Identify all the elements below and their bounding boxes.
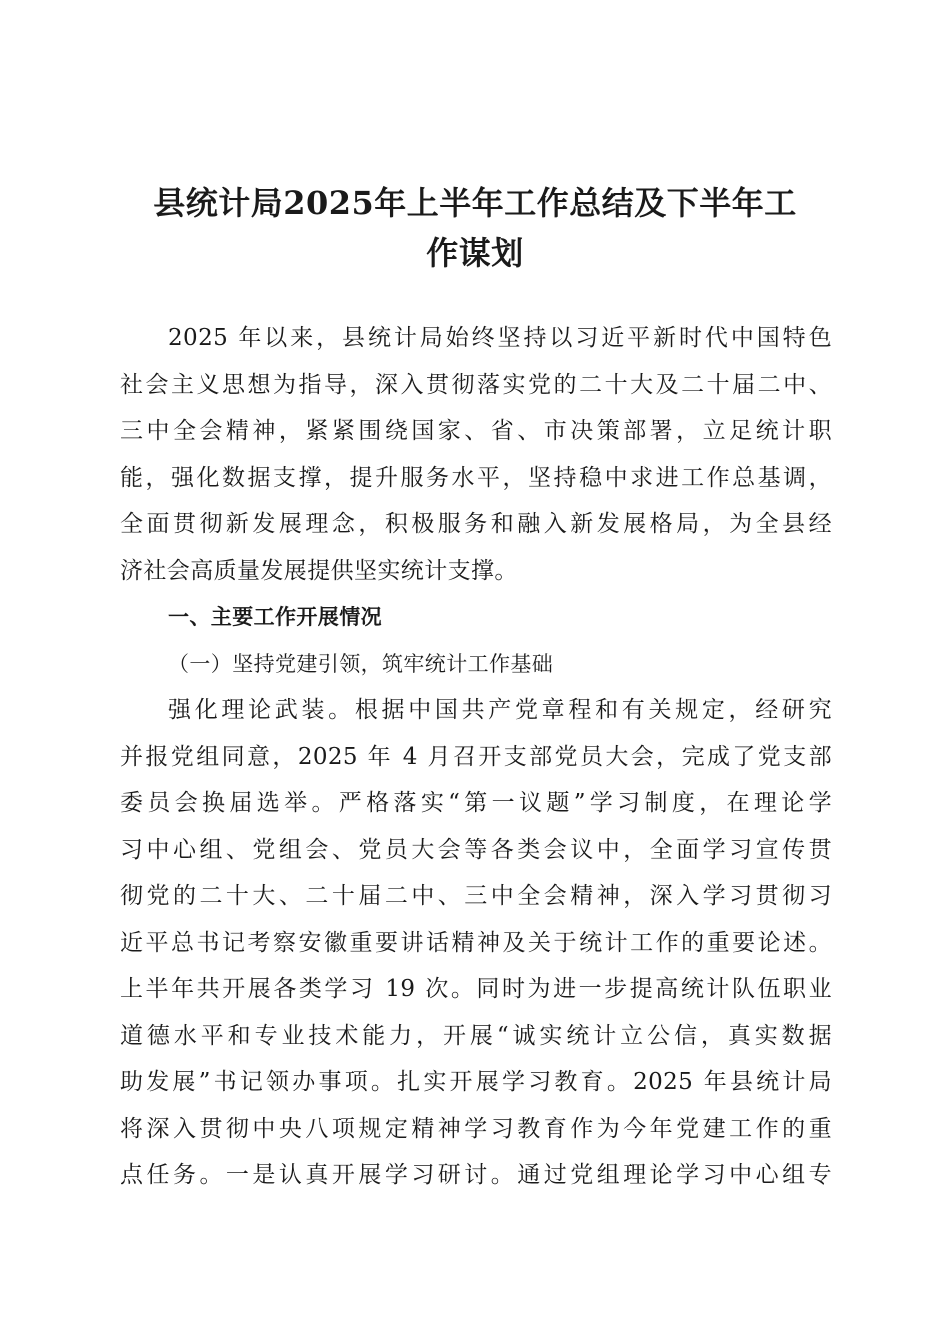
- paragraph-line: 能，强化数据支撑，提升服务水平，坚持稳中求进工作总基调，: [120, 464, 832, 491]
- paragraph-line: 道德水平和专业技术能力，开展“诚实统计立公信，真实数据: [120, 1022, 832, 1049]
- paragraph-line: 助发展”书记领办事项。扎实开展学习教育。2025 年县统计局: [120, 1069, 832, 1095]
- paragraph-line: 三中全会精神，紧紧围绕国家、省、市决策部署，立足统计职: [120, 418, 832, 444]
- paragraph-line: 将深入贯彻中央八项规定精神学习教育作为今年党建工作的重: [120, 1115, 832, 1142]
- title-line-1: 县统计局2025年上半年工作总结及下半年工: [153, 184, 797, 222]
- paragraph-line: 并报党组同意，2025 年 4 月召开支部党员大会，完成了党支部: [120, 743, 832, 770]
- paragraph-line: 全面贯彻新发展理念，积极服务和融入新发展格局，为全县经: [120, 511, 832, 537]
- paragraph-line: 习中心组、党组会、党员大会等各类会议中，全面学习宣传贯: [120, 836, 832, 863]
- paragraph-line: 济社会高质量发展提供坚实统计支撑。: [120, 557, 518, 584]
- document-body: [120, 315, 832, 1199]
- section-heading: 一、主要工作开展情况: [168, 605, 382, 629]
- paragraph-line: 2025 年以来，县统计局始终坚持以习近平新时代中国特色: [168, 325, 832, 351]
- paragraph-line: 上半年共开展各类学习 19 次。同时为进一步提高统计队伍职业: [120, 976, 832, 1002]
- paragraph-line: 点任务。一是认真开展学习研讨。通过党组理论学习中心组专: [120, 1162, 832, 1188]
- paragraph-line: 委员会换届选举。严格落实“第一议题”学习制度，在理论学: [120, 790, 832, 816]
- paragraph-line: 近平总书记考察安徽重要讲话精神及关于统计工作的重要论述。: [120, 929, 832, 956]
- subsection-heading: （一）坚持党建引领，筑牢统计工作基础: [168, 651, 554, 676]
- paragraph-line: 强化理论武装。根据中国共产党章程和有关规定，经研究: [168, 697, 832, 723]
- title-line-2: 作谋划: [426, 234, 524, 272]
- document-title: [118, 178, 832, 278]
- paragraph-line: 彻党的二十大、二十届二中、三中全会精神，深入学习贯彻习: [120, 883, 832, 909]
- paragraph-line: 社会主义思想为指导，深入贯彻落实党的二十大及二十届二中、: [120, 371, 832, 398]
- intro-paragraph: [120, 315, 832, 594]
- body-paragraph: [120, 687, 832, 1199]
